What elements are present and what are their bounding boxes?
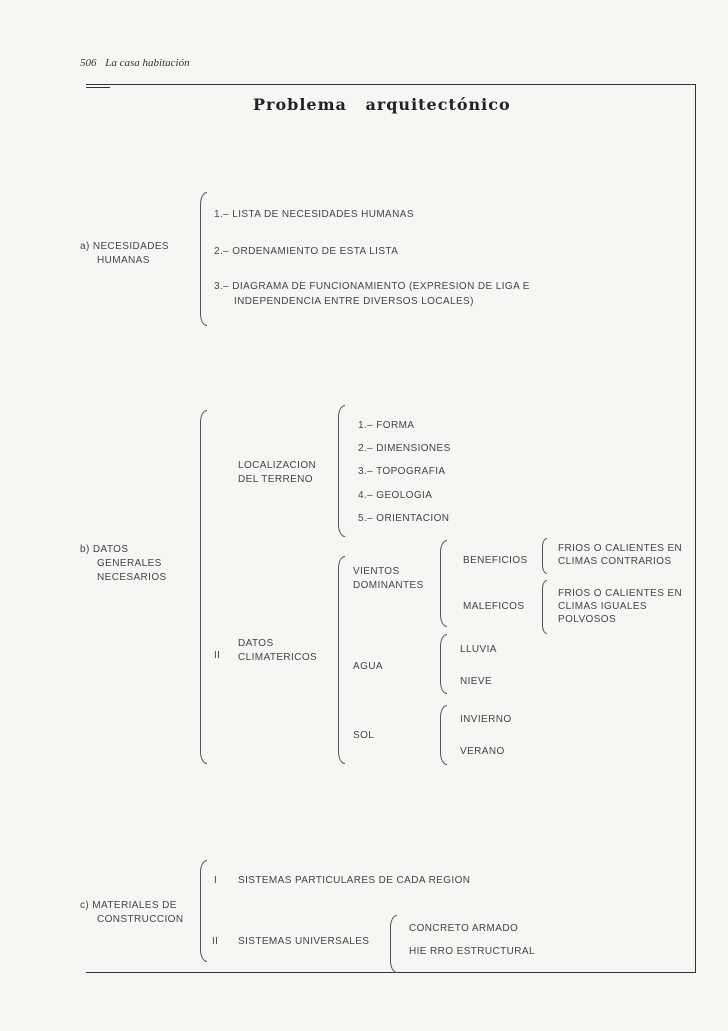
vientos-bracket [440, 540, 447, 627]
section-c-sub-1: CONCRETO ARMADO [409, 923, 519, 934]
section-c-bracket [200, 860, 207, 962]
section-c-sub-bracket [390, 915, 397, 973]
top-rule-accent [86, 87, 110, 88]
beneficios-bracket [542, 538, 547, 574]
section-a-bracket [200, 192, 207, 326]
book-title: La casa habitación [105, 57, 190, 69]
maleficos-bracket [542, 580, 547, 634]
clima-label-1: DATOS [238, 638, 274, 649]
maleficos-text-1: FRIOS O CALIENTES EN [558, 588, 683, 599]
maleficos-label: MALEFICOS [463, 601, 525, 612]
beneficios-text-1: FRIOS O CALIENTES EN [558, 543, 683, 554]
section-b-bracket [200, 410, 207, 764]
section-c-item-2: SISTEMAS UNIVERSALES [238, 936, 370, 947]
sol-bracket [440, 705, 447, 765]
nieve-label: NIEVE [460, 676, 493, 687]
verano-label: VERANO [460, 746, 505, 757]
right-rule [695, 84, 696, 972]
section-b-label-3: NECESARIOS [97, 572, 167, 583]
section-b-label-1: b) DATOS [80, 544, 129, 555]
section-a-label-2: HUMANAS [97, 255, 150, 266]
terreno-bracket [338, 405, 345, 537]
maleficos-text-3: POLVOSOS [558, 614, 617, 625]
terreno-item-3: 3.– TOPOGRAFIA [358, 466, 446, 477]
terreno-item-4: 4.– GEOLOGIA [358, 490, 433, 501]
page-title: Problema arquitectónico [253, 95, 511, 114]
section-c-item-1: SISTEMAS PARTICULARES DE CADA REGION [238, 875, 471, 886]
section-c-numeral-1: I [214, 875, 218, 886]
terreno-label-1: LOCALIZACION [238, 460, 317, 471]
section-c-label-2: CONSTRUCCION [97, 914, 184, 925]
terreno-label-2: DEL TERRENO [238, 474, 313, 485]
agua-bracket [440, 634, 447, 694]
page-number: 506 [80, 57, 97, 69]
section-c-numeral-2: II [212, 936, 219, 947]
clima-numeral: II [214, 650, 221, 661]
section-a-item-1: 1.– LISTA DE NECESIDADES HUMANAS [214, 209, 414, 220]
bottom-rule [86, 972, 696, 973]
sol-label: SOL [353, 730, 375, 741]
clima-bracket [338, 556, 345, 764]
section-c-sub-2: HIE RRO ESTRUCTURAL [409, 946, 535, 957]
section-a-item-3: 3.– DIAGRAMA DE FUNCIONAMIENTO (EXPRESION DE LIGA E [214, 281, 530, 292]
terreno-item-2: 2.– DIMENSIONES [358, 443, 451, 454]
invierno-label: INVIERNO [460, 714, 512, 725]
section-a-item-2: 2.– ORDENAMIENTO DE ESTA LISTA [214, 246, 399, 257]
section-b-label-2: GENERALES [97, 558, 162, 569]
running-header [80, 57, 190, 69]
beneficios-label: BENEFICIOS [463, 555, 528, 566]
section-a-item-3-cont: INDEPENDENCIA ENTRE DIVERSOS LOCALES) [234, 296, 474, 307]
maleficos-text-2: CLIMAS IGUALES [558, 601, 647, 612]
section-c-label-1: c) MATERIALES DE [80, 900, 177, 911]
top-rule [86, 84, 696, 85]
vientos-label-2: DOMINANTES [353, 580, 424, 591]
agua-label: AGUA [353, 661, 383, 672]
terreno-item-5: 5.– ORIENTACION [358, 513, 450, 524]
clima-label-2: CLIMATERICOS [238, 652, 318, 663]
beneficios-text-2: CLIMAS CONTRARIOS [558, 556, 672, 567]
vientos-label-1: VIENTOS [353, 566, 400, 577]
section-a-label-1: a) NECESIDADES [80, 241, 169, 252]
terreno-item-1: 1.– FORMA [358, 420, 415, 431]
lluvia-label: LLUVIA [460, 644, 497, 655]
